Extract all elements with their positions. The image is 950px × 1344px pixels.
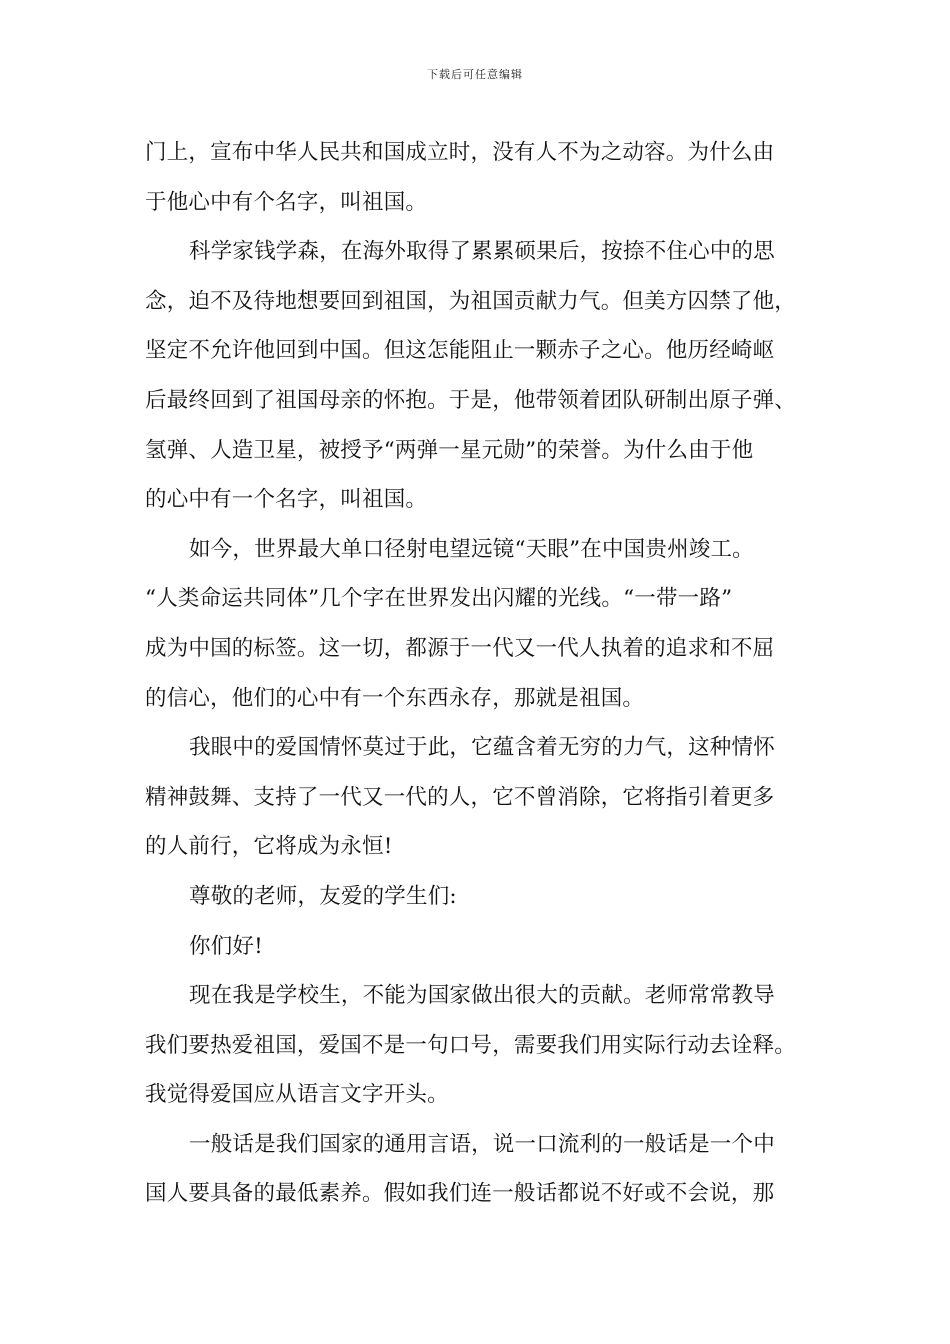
paragraph-start-line: 我眼中的爱国情怀莫过于此，它蕴含着无穷的力气，这种情怀 [189,735,775,761]
paragraph-start-line: 现在我是学校生，不能为国家做出很大的贡献。老师常常教导 [189,983,775,1009]
text-line: 的信心，他们的心中有一个东西永存，那就是祖国。 [145,685,645,711]
paragraph-start-line: 科学家钱学森，在海外取得了累累硕果后，按捺不住心中的思 [189,239,775,265]
text-line: 的心中有一个名字，叫祖国。 [145,487,428,513]
greeting-line: 你们好! [189,933,263,959]
text-line: 国人要具备的最低素养。假如我们连一般话都说不好或不会说，那 [145,1181,775,1207]
text-line: 门上，宣布中华人民共和国成立时，没有人不为之动容。为什么由 [145,140,775,165]
text-line: 氢弹、人造卫星，被授予“两弹一星元勋”的荣誉。为什么由于他 [145,437,754,463]
text-line: 于他心中有个名字，叫祖国。 [145,189,428,215]
text-line: 后最终回到了祖国母亲的怀抱。于是，他带领着团队研制出原子弹、 [145,387,797,413]
text-line: 我觉得爱国应从语言文字开头。 [145,1082,449,1108]
text-line: 念，迫不及待地想要回到祖国，为祖国贡献力气。但美方囚禁了他， [145,288,797,314]
salutation-line: 尊敬的老师，友爱的学生们: [189,883,457,909]
text-line: 精神鼓舞、支持了一代又一代的人，它不曾消除，它将指引着更多 [145,784,775,810]
paragraph-start-line: 一般话是我们国家的通用言语，说一口流利的一般话是一个中 [189,1131,775,1157]
header-note: 下载后可任意编辑 [427,68,523,81]
text-line: 坚定不允许他回到中国。但这怎能阻止一颗赤子之心。他历经崎岖 [145,338,775,364]
document-body [145,128,810,1219]
paragraph-start-line: 如今，世界最大单口径射电望远镜“天眼”在中国贵州竣工。 [189,536,754,562]
text-line: 成为中国的标签。这一切，都源于一代又一代人执着的追求和不屈 [145,635,775,661]
text-line: 我们要热爱祖国，爱国不是一句口号，需要我们用实际行动去诠释。 [145,1032,797,1058]
text-line: “人类命运共同体”几个字在世界发出闪耀的光线。“一带一路” [145,586,733,612]
text-line: 的人前行，它将成为永恒! [145,834,393,860]
